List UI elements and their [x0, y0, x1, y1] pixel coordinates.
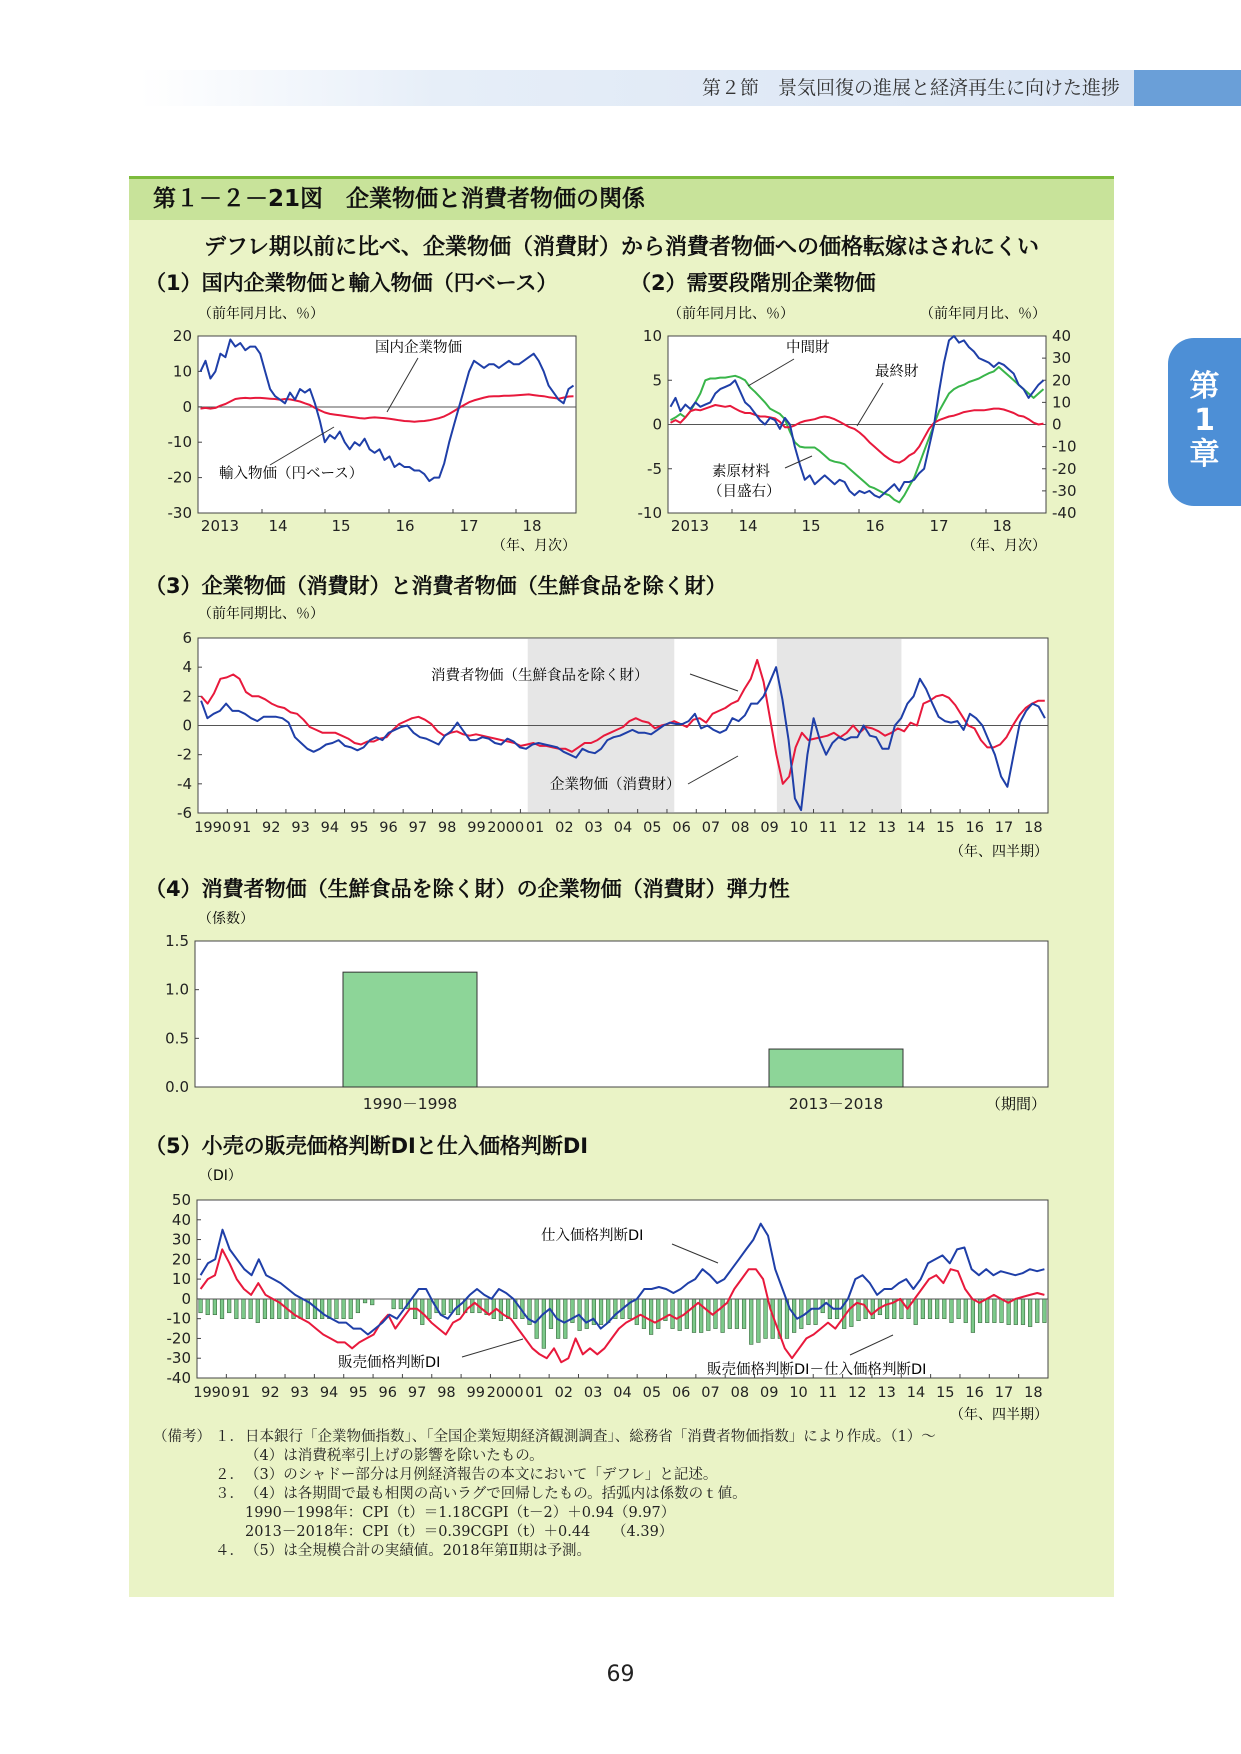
panel2-y-label-3: -5 — [647, 459, 662, 478]
panel3-x-label-4: 94 — [320, 820, 340, 836]
panel1-ann-import: 輸入物価（円ベース） — [219, 466, 364, 482]
panel5-y-label-9: -40 — [166, 1369, 191, 1387]
panel5-x-label-25: 15 — [936, 1385, 955, 1401]
panel2-x-label-4: 17 — [929, 517, 949, 535]
note3-number: ３． — [215, 1486, 244, 1502]
panel5-y-label-1: 40 — [171, 1210, 191, 1229]
panel5-diff-bar-35 — [449, 1299, 453, 1313]
panel1-chart — [168, 305, 577, 554]
panel5-x-label-10: 2000 — [486, 1385, 524, 1401]
panel4-y-label-3: 0.0 — [165, 1078, 189, 1096]
panel1-x-label-5: 18 — [522, 517, 542, 535]
panel5-diff-bar-116 — [1028, 1299, 1032, 1327]
panel2-yr-label-4: 0 — [1052, 415, 1062, 434]
panel5-diff-bar-96 — [885, 1299, 889, 1319]
running-header: 第２節 景気回復の進展と経済再生に向けた進捗 — [701, 77, 1120, 99]
panel5-diff-bar-8 — [256, 1299, 260, 1323]
panel5-y-label-2: 30 — [171, 1230, 191, 1249]
panel5-diff-bar-27 — [392, 1299, 396, 1309]
note4: （5）は全規模合計の実績値。2018年第Ⅱ期は予測。 — [245, 1543, 591, 1559]
panel5-diff-bar-104 — [943, 1299, 947, 1319]
panel1-plot-area — [198, 336, 576, 513]
panel1-y-label-0: 20 — [172, 327, 192, 345]
note2-number: ２． — [215, 1467, 244, 1483]
panel3-x-label-21: 11 — [818, 820, 838, 836]
panel1-ann-domestic: 国内企業物価 — [375, 340, 462, 356]
panel3-xunit: （年、四半期） — [950, 844, 1048, 860]
panel2-yr-label-5: -10 — [1052, 437, 1077, 456]
panel5-diff-bar-74 — [728, 1299, 732, 1329]
panel5-diff-bar-24 — [370, 1299, 374, 1305]
panel3-x-label-24: 14 — [906, 820, 926, 836]
panel3-x-label-16: 06 — [672, 820, 691, 836]
note3-line2: 1990－1998年：CPI（t）＝1.18CGPI（t－2）＋0.94（9.97） — [245, 1505, 676, 1521]
panel4-unit: （係数） — [198, 911, 254, 927]
panel3-x-label-22: 12 — [848, 820, 867, 836]
panel5-diff-bar-101 — [921, 1299, 925, 1319]
panel3-x-label-27: 17 — [994, 820, 1014, 836]
panel5-x-label-5: 95 — [349, 1385, 368, 1401]
panel1-y-label-4: -20 — [167, 468, 192, 487]
panel3-x-label-28: 18 — [1024, 820, 1043, 836]
panel5-diff-bar-3 — [220, 1299, 224, 1319]
panel3-x-label-7: 97 — [408, 820, 428, 836]
panel2-chart — [638, 305, 1077, 554]
panel5-x-label-12: 02 — [554, 1385, 574, 1401]
panel5-y-label-4: 10 — [171, 1270, 191, 1289]
panel5-x-label-1: 91 — [231, 1385, 251, 1401]
panel1-xunit: （年、月次） — [492, 538, 576, 554]
panel2-ann-final: 最終財 — [875, 364, 919, 380]
panel5-diff-bar-108 — [971, 1299, 975, 1333]
panel5-diff-bar-48 — [542, 1299, 546, 1348]
panel5-x-label-7: 97 — [407, 1385, 427, 1401]
panel5-diff-bar-102 — [928, 1299, 932, 1319]
chapter-tab-line2: 1 — [1194, 403, 1215, 438]
panel4-category-1: 2013－2018 — [788, 1095, 884, 1113]
panel5-diff-bar-9 — [263, 1299, 267, 1319]
panel3-y-label-6: -6 — [177, 804, 192, 822]
panel5-diff-bar-106 — [957, 1299, 961, 1319]
panel5-x-label-15: 05 — [642, 1385, 662, 1401]
panel5-x-label-16: 06 — [671, 1385, 691, 1401]
notes — [153, 1428, 1103, 1561]
note2: （3）のシャドー部分は月例経済報告の本文において「デフレ」と記述。 — [245, 1467, 718, 1483]
panel5-diff-bar-75 — [735, 1299, 739, 1329]
note3-line3: 2013－2018年：CPI（t）＝0.39CGPI（t）＋0.44 （4.39） — [245, 1524, 674, 1540]
panel4-bar-1 — [769, 1049, 903, 1087]
note1-number: １． — [215, 1429, 244, 1445]
panel1-y-label-3: -10 — [167, 433, 192, 452]
panel2-x-label-1: 14 — [738, 517, 758, 535]
panel2-ann-raw2: （目盛右） — [708, 484, 781, 500]
panel2-ann-intermediate: 中間財 — [786, 340, 830, 356]
panel4-bar-0 — [343, 972, 477, 1087]
panel5-diff-bar-57 — [606, 1299, 610, 1323]
panel3-chart — [177, 605, 1048, 860]
panel5-x-label-21: 11 — [818, 1385, 838, 1401]
panel1-unit: （前年同月比、％） — [198, 306, 324, 322]
panel2-yr-label-3: 10 — [1052, 393, 1072, 412]
panel5-diff-bar-107 — [964, 1299, 968, 1323]
panel5-x-label-26: 16 — [965, 1385, 984, 1401]
panel5-diff-bar-0 — [199, 1299, 203, 1313]
panel3-unit: （前年同期比、％） — [198, 606, 324, 622]
panel5-diff-bar-17 — [320, 1299, 324, 1319]
panel3-y-label-4: -2 — [177, 745, 192, 764]
panel4-title: （4）消費者物価（生鮮食品を除く財）の企業物価（消費財）弾力性 — [145, 877, 790, 901]
panel5-diff-bar-21 — [349, 1299, 353, 1319]
panel3-x-label-3: 93 — [291, 820, 310, 836]
panel5-diff-bar-71 — [707, 1299, 711, 1331]
panel5-diff-bar-62 — [642, 1299, 646, 1329]
panel5-x-label-4: 94 — [319, 1385, 339, 1401]
panel3-x-label-23: 13 — [877, 820, 897, 836]
panel5-diff-bar-115 — [1021, 1299, 1025, 1325]
panel5-diff-bar-94 — [871, 1299, 875, 1319]
panel4-y-label-2: 0.5 — [165, 1029, 189, 1048]
panel5-diff-bar-78 — [757, 1299, 761, 1343]
panel3-x-label-20: 10 — [789, 820, 809, 836]
figure-title: 第１－２－21図 企業物価と消費者物価の関係 — [129, 176, 1114, 220]
panel5-y-label-6: -10 — [166, 1309, 191, 1328]
panel5-diff-bar-61 — [635, 1299, 639, 1325]
panel5-diff-bar-67 — [678, 1299, 682, 1331]
panel2-y-label-0: 10 — [642, 327, 662, 345]
panel5-x-label-11: 01 — [525, 1385, 544, 1401]
panel1-x-label-4: 17 — [459, 517, 479, 535]
panel5-diff-bar-117 — [1035, 1299, 1039, 1323]
panel5-diff-bar-66 — [671, 1299, 675, 1329]
panel3-y-label-0: 6 — [182, 629, 192, 647]
panel1-x-label-0: 2013 — [200, 517, 240, 535]
panel5-x-label-20: 10 — [789, 1385, 808, 1401]
panel5-unit: （DI） — [199, 1168, 242, 1184]
panel5-x-label-6: 96 — [378, 1385, 397, 1401]
panel5-diff-bar-2 — [213, 1299, 217, 1315]
panel5-xunit: （年、四半期） — [950, 1407, 1048, 1423]
panel5-y-label-7: -20 — [166, 1329, 191, 1348]
panel3-x-label-17: 07 — [701, 820, 721, 836]
panel5-diff-bar-28 — [399, 1299, 403, 1309]
panel5-x-label-0: 1990 — [193, 1385, 231, 1401]
panel2-x-label-0: 2013 — [670, 517, 710, 535]
panel5-diff-bar-79 — [764, 1299, 768, 1339]
panel5-diff-bar-118 — [1043, 1299, 1047, 1323]
panel5-diff-bar-42 — [499, 1299, 503, 1321]
panel5-diff-bar-1 — [206, 1299, 210, 1315]
panel5-plot-area — [197, 1200, 1048, 1378]
panel5-diff-bar-88 — [828, 1299, 832, 1319]
note4-number: ４． — [215, 1543, 244, 1559]
panel2-x-label-3: 16 — [865, 517, 885, 535]
panel5-diff-bar-73 — [721, 1299, 725, 1333]
panel5-x-label-23: 13 — [877, 1385, 896, 1401]
panel5-ann-diff: 販売価格判断DI－仕入価格判断DI — [707, 1362, 927, 1378]
panel5-x-label-22: 12 — [848, 1385, 867, 1401]
panel4-y-label-1: 1.0 — [165, 980, 189, 999]
panel2-yr-label-6: -20 — [1052, 459, 1077, 478]
panel5-diff-bar-14 — [299, 1299, 303, 1319]
panel3-y-label-2: 2 — [182, 687, 192, 706]
panel5-diff-bar-54 — [585, 1299, 589, 1329]
panel5-y-label-8: -30 — [166, 1349, 191, 1368]
panel5-diff-bar-84 — [799, 1299, 803, 1329]
panel3-x-label-19: 09 — [760, 820, 779, 836]
panel5-diff-bar-69 — [692, 1299, 696, 1333]
page-number: 69 — [606, 1662, 635, 1687]
panel5-x-label-9: 99 — [466, 1385, 486, 1401]
panel2-yr-label-7: -30 — [1052, 481, 1077, 500]
panel5-diff-bar-10 — [270, 1299, 274, 1319]
panel2-yr-label-2: 20 — [1052, 371, 1072, 390]
panel4-chart — [165, 910, 1048, 1113]
panel2-yr-label-8: -40 — [1052, 504, 1077, 522]
chapter-tab-line3: 章 — [1189, 437, 1220, 472]
panel2-ann-raw1: 素原材料 — [712, 464, 770, 480]
panel5-x-label-2: 92 — [261, 1385, 280, 1401]
panel3-x-label-2: 92 — [262, 820, 281, 836]
panel5-x-label-19: 09 — [759, 1385, 779, 1401]
panel5-diff-bar-76 — [742, 1299, 746, 1329]
panel1-title: （1）国内企業物価と輸入物価（円ベース） — [145, 271, 558, 295]
panel3-x-label-25: 15 — [936, 820, 955, 836]
panel5-x-label-18: 08 — [730, 1385, 750, 1401]
panel3-x-label-15: 05 — [643, 820, 662, 836]
panel4-y-label-0: 1.5 — [165, 932, 189, 950]
panel3-x-label-11: 01 — [525, 820, 545, 836]
panel1-y-label-2: 0 — [182, 397, 192, 416]
panel3-x-label-26: 16 — [965, 820, 984, 836]
panel5-diff-bar-105 — [950, 1299, 954, 1323]
panel5-diff-bar-7 — [249, 1299, 253, 1319]
panel5-diff-bar-112 — [1000, 1299, 1004, 1323]
panel5-y-label-0: 50 — [171, 1191, 191, 1209]
panel5-diff-bar-64 — [656, 1299, 660, 1329]
panel1-x-label-3: 16 — [395, 517, 415, 535]
panel3-x-label-8: 98 — [437, 820, 457, 836]
panel3-x-label-9: 99 — [467, 820, 486, 836]
panel5-chart — [167, 1168, 1049, 1423]
chapter-tab-line1: 第 — [1189, 369, 1220, 404]
panel5-diff-bar-100 — [914, 1299, 918, 1325]
panel5-x-label-13: 03 — [583, 1385, 603, 1401]
panel3-y-label-3: 0 — [182, 716, 192, 735]
panel3-x-label-18: 08 — [731, 820, 750, 836]
panel4-category-0: 1990－1998 — [362, 1095, 458, 1113]
panel5-title: （5）小売の販売価格判断DIと仕入価格判断DI — [145, 1134, 589, 1158]
panel2-y-label-1: 5 — [652, 371, 662, 390]
panel3-x-label-5: 95 — [349, 820, 369, 836]
note1-line2: （4）は消費税率引上げの影響を除いたもの。 — [245, 1448, 544, 1464]
panel2-unit-right: （前年同月比、％） — [920, 306, 1046, 322]
panel5-diff-bar-103 — [935, 1299, 939, 1319]
panel5-diff-bar-110 — [985, 1299, 989, 1323]
panel3-y-label-5: -4 — [177, 774, 192, 793]
panel1-y-label-1: 10 — [172, 362, 192, 381]
panel3-x-label-14: 04 — [613, 820, 633, 836]
panel2-x-label-5: 18 — [992, 517, 1012, 535]
panel3-ann-cpi: 消費者物価（生鮮食品を除く財） — [431, 668, 649, 684]
panel3-x-label-1: 91 — [232, 820, 252, 836]
panel5-diff-bar-20 — [342, 1299, 346, 1319]
panel4-plot-area — [195, 941, 1048, 1087]
panel5-diff-bar-114 — [1014, 1299, 1018, 1325]
panel5-diff-bar-86 — [814, 1299, 818, 1325]
panel5-diff-bar-111 — [993, 1299, 997, 1323]
panel5-diff-bar-91 — [850, 1299, 854, 1327]
panel5-y-label-3: 20 — [171, 1250, 191, 1269]
panel1-x-label-1: 14 — [268, 517, 288, 535]
panel5-ann-purchase: 仕入価格判断DI — [541, 1228, 644, 1244]
panel3-x-label-12: 02 — [555, 820, 574, 836]
panel4-xunit: （期間） — [985, 1095, 1046, 1113]
panel5-diff-bar-34 — [442, 1299, 446, 1315]
figure-subtitle: デフレ期以前に比べ、企業物価（消費財）から消費者物価への価格転嫁はされにくい — [203, 235, 1040, 260]
panel3-x-label-0: 1990 — [194, 820, 232, 836]
note3-line1: （4）は各期間で最も相関の高いラグで回帰したもの。括弧内は係数のｔ値。 — [245, 1486, 747, 1502]
panel5-diff-bar-32 — [428, 1299, 432, 1319]
panel2-y-label-2: 0 — [652, 415, 662, 434]
panel5-x-label-8: 98 — [437, 1385, 456, 1401]
panel5-x-label-17: 07 — [701, 1385, 720, 1401]
panel1-x-label-2: 15 — [331, 517, 351, 535]
panel5-diff-bar-5 — [235, 1299, 239, 1319]
panel5-x-label-14: 04 — [613, 1385, 632, 1401]
panel5-diff-bar-51 — [563, 1299, 567, 1339]
panel3-y-label-1: 4 — [182, 658, 192, 677]
panel3-x-label-10: 2000 — [487, 820, 525, 836]
panel3-x-label-13: 03 — [584, 820, 603, 836]
panel2-x-label-2: 15 — [801, 517, 821, 535]
notes-label: （備考） — [153, 1429, 211, 1445]
panel2-xunit: （年、月次） — [962, 538, 1046, 554]
panel1-y-label-5: -30 — [167, 504, 192, 522]
panel5-diff-bar-22 — [356, 1299, 360, 1313]
panel2-y-label-4: -10 — [637, 504, 662, 522]
note1-line1: 日本銀行「企業物価指数」、「全国企業短期経済観測調査」、総務省「消費者物価指数」により作成。（1）～ — [245, 1429, 936, 1445]
panel5-x-label-28: 18 — [1024, 1385, 1043, 1401]
panel3-title: （3）企業物価（消費財）と消費者物価（生鮮食品を除く財） — [145, 574, 727, 598]
panel5-diff-bar-63 — [649, 1299, 653, 1335]
panel2-unit-left: （前年同月比、％） — [668, 306, 794, 322]
panel3-ann-cgpi: 企業物価（消費財） — [550, 777, 681, 793]
panel5-y-label-5: 0 — [181, 1289, 191, 1308]
panel5-diff-bar-56 — [599, 1299, 603, 1325]
panel5-diff-bar-6 — [242, 1299, 246, 1319]
panel2-yr-label-1: 30 — [1052, 349, 1072, 368]
panel5-ann-sales: 販売価格判断DI — [338, 1355, 441, 1371]
panel3-x-label-6: 96 — [379, 820, 398, 836]
panel5-diff-bar-4 — [227, 1299, 231, 1313]
panel5-x-label-3: 93 — [290, 1385, 309, 1401]
panel5-diff-bar-19 — [335, 1299, 339, 1319]
panel5-diff-bar-77 — [749, 1299, 753, 1344]
panel2-yr-label-0: 40 — [1052, 327, 1072, 345]
panel5-x-label-24: 14 — [906, 1385, 926, 1401]
panel5-x-label-27: 17 — [994, 1385, 1014, 1401]
panel2-title: （2）需要段階別企業物価 — [630, 271, 876, 295]
